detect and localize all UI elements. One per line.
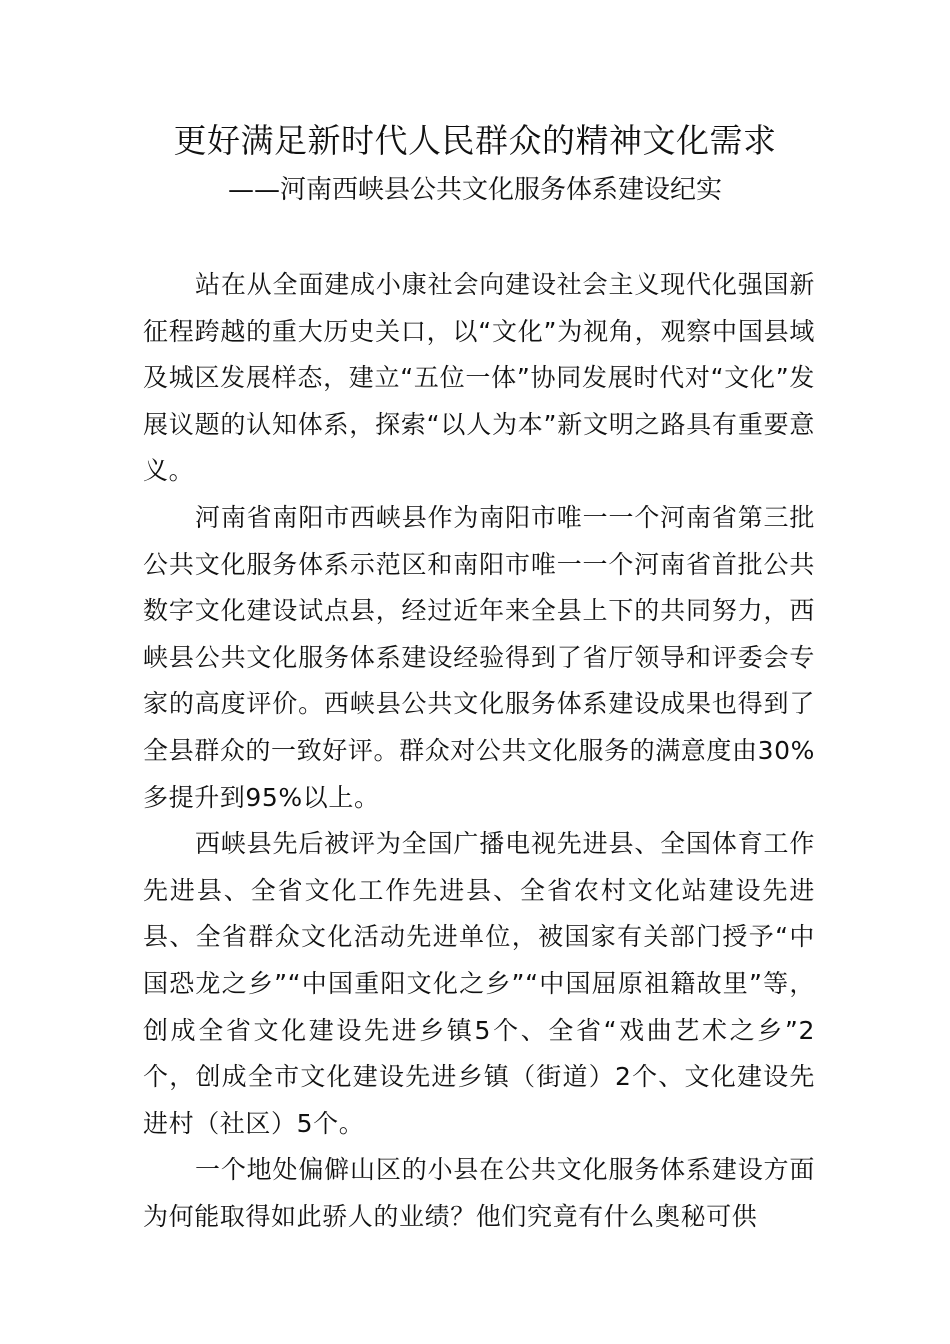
- document-subtitle: ——河南西峡县公共文化服务体系建设纪实: [227, 175, 722, 205]
- paragraph-1: 站在从全面建成小康社会向建设社会主义现代化强国新征程跨越的重大历史关口，以“文化”为视角，观察中国县域及城区发展样态，建立“五位一体”协同发展时代对“文化”发展议题的认知体系，探索“以人为本”新文明之路具有重要意义。: [143, 270, 815, 486]
- paragraph-3: 西峡县先后被评为全国广播电视先进县、全国体育工作先进县、全省文化工作先进县、全省农村文化站建设先进县、全省群众文化活动先进单位，被国家有关部门授予“中国恐龙之乡”“中国重阳文化之乡”“中国屈原祖籍故里”等，创成全省文化建设先进乡镇5个、全省“戏曲艺术之乡”2个，创成全市文化建设先进乡镇（街道）2个、文化建设先进村（社区）5个。: [143, 829, 815, 1138]
- document-body: [143, 262, 815, 1240]
- document-title: 更好满足新时代人民群众的精神文化需求: [173, 121, 777, 160]
- paragraph-2: 河南省南阳市西峡县作为南阳市唯一一个河南省第三批公共文化服务体系示范区和南阳市唯一一个河南省首批公共数字文化建设试点县，经过近年来全县上下的共同努力，西峡县公共文化服务体系建设经验得到了省厅领导和评委会专家的高度评价。西峡县公共文化服务体系建设成果也得到了全县群众的一致好评。群众对公共文化服务的满意度由30%多提升到95%以上。: [143, 502, 815, 812]
- paragraph-4: 一个地处偏僻山区的小县在公共文化服务体系建设方面为何能取得如此骄人的业绩？他们究竟有什么奥秘可供: [143, 1155, 815, 1231]
